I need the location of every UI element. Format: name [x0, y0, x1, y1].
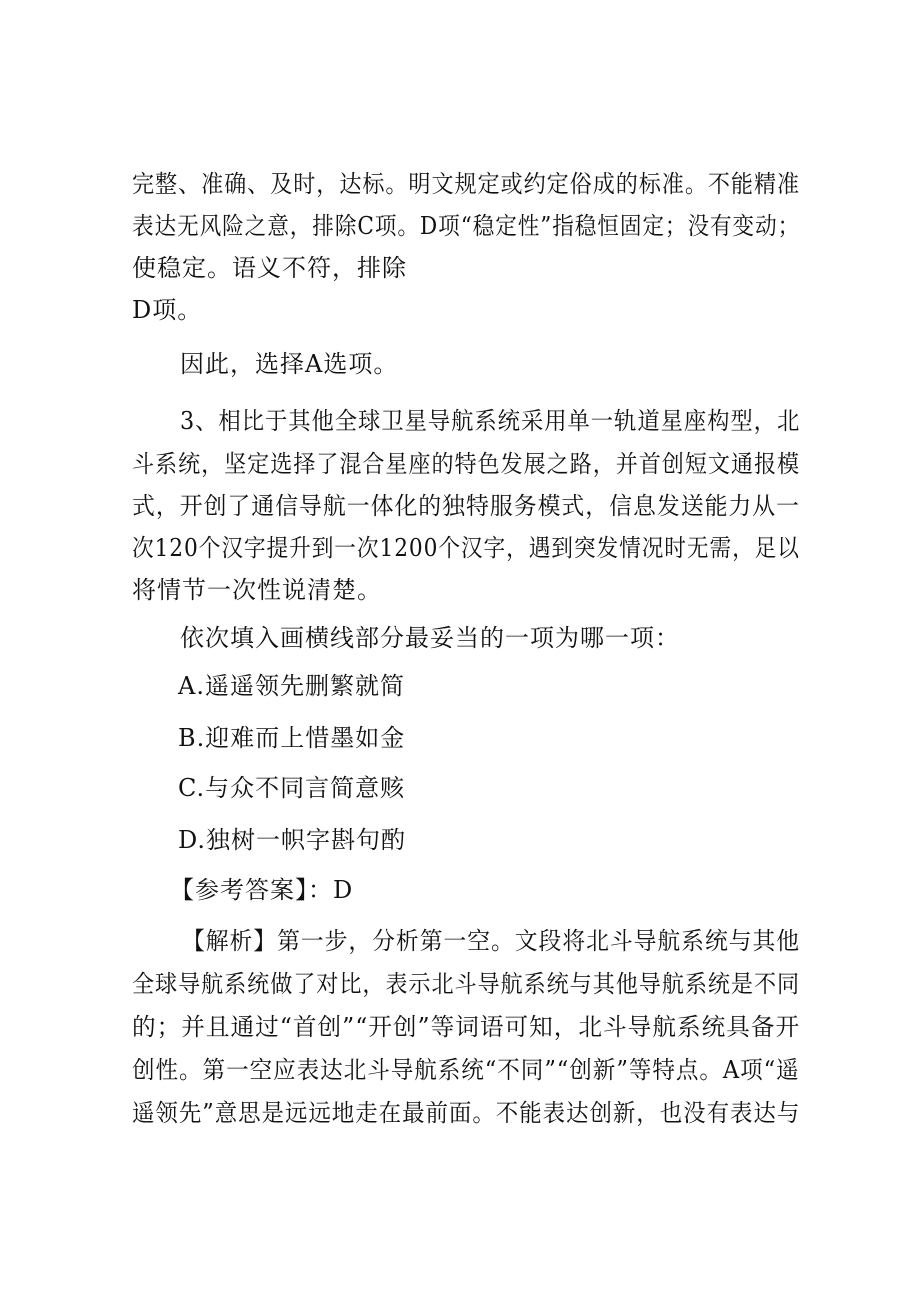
- question-line: 式，开创了通信导航一体化的独特服务模式，信息发送能力从一: [132, 492, 801, 520]
- paragraph-line: 使稳定。语义不符，排除: [132, 254, 407, 282]
- analysis-line: 全球导航系统做了对比，表示北斗导航系统与其他导航系统是不同: [132, 970, 801, 998]
- analysis-line: 【解析】第一步，分析第一空。文段将北斗导航系统与其他: [182, 927, 801, 955]
- question-line: 次120个汉字提升到一次1200个汉字，遇到突发情况时无需，足以: [132, 534, 800, 562]
- paragraph-line: 表达无风险之意，排除C项。D项“稳定性”指稳恒固定；没有变动；: [132, 212, 801, 240]
- question-prompt: 依次填入画横线部分最妥当的一项为哪一项：: [180, 624, 680, 652]
- question-line: 斗系统，坚定选择了混合星座的特色发展之路，并首创短文通报模: [132, 450, 801, 478]
- question-line: 3、相比于其他全球卫星导航系统采用单一轨道星座构型，北: [180, 407, 801, 435]
- paragraph-line: 完整、准确、及时，达标。明文规定或约定俗成的标准。不能精准: [132, 170, 801, 198]
- analysis-line: 创性。第一空应表达北斗导航系统“不同”“创新”等特点。A项“遥: [132, 1056, 800, 1084]
- paragraph-line: D项。: [132, 296, 203, 324]
- conclusion-text: 因此，选择A选项。: [180, 350, 399, 378]
- answer-label: 【参考答案】：D: [170, 876, 354, 904]
- option-b: B.迎难而上惜墨如金: [178, 724, 406, 752]
- option-d: D.独树一帜字斟句酌: [178, 826, 407, 854]
- question-line: 将情节一次性说清楚。: [132, 576, 382, 604]
- option-c: C.与众不同言简意赅: [178, 774, 406, 802]
- analysis-line: 的；并且通过“首创”“开创”等词语可知，北斗导航系统具备开: [132, 1013, 801, 1041]
- analysis-line: 遥领先”意思是远远地走在最前面。不能表达创新，也没有表达与: [132, 1099, 801, 1127]
- option-a: A.遥遥领先删繁就简: [178, 672, 405, 700]
